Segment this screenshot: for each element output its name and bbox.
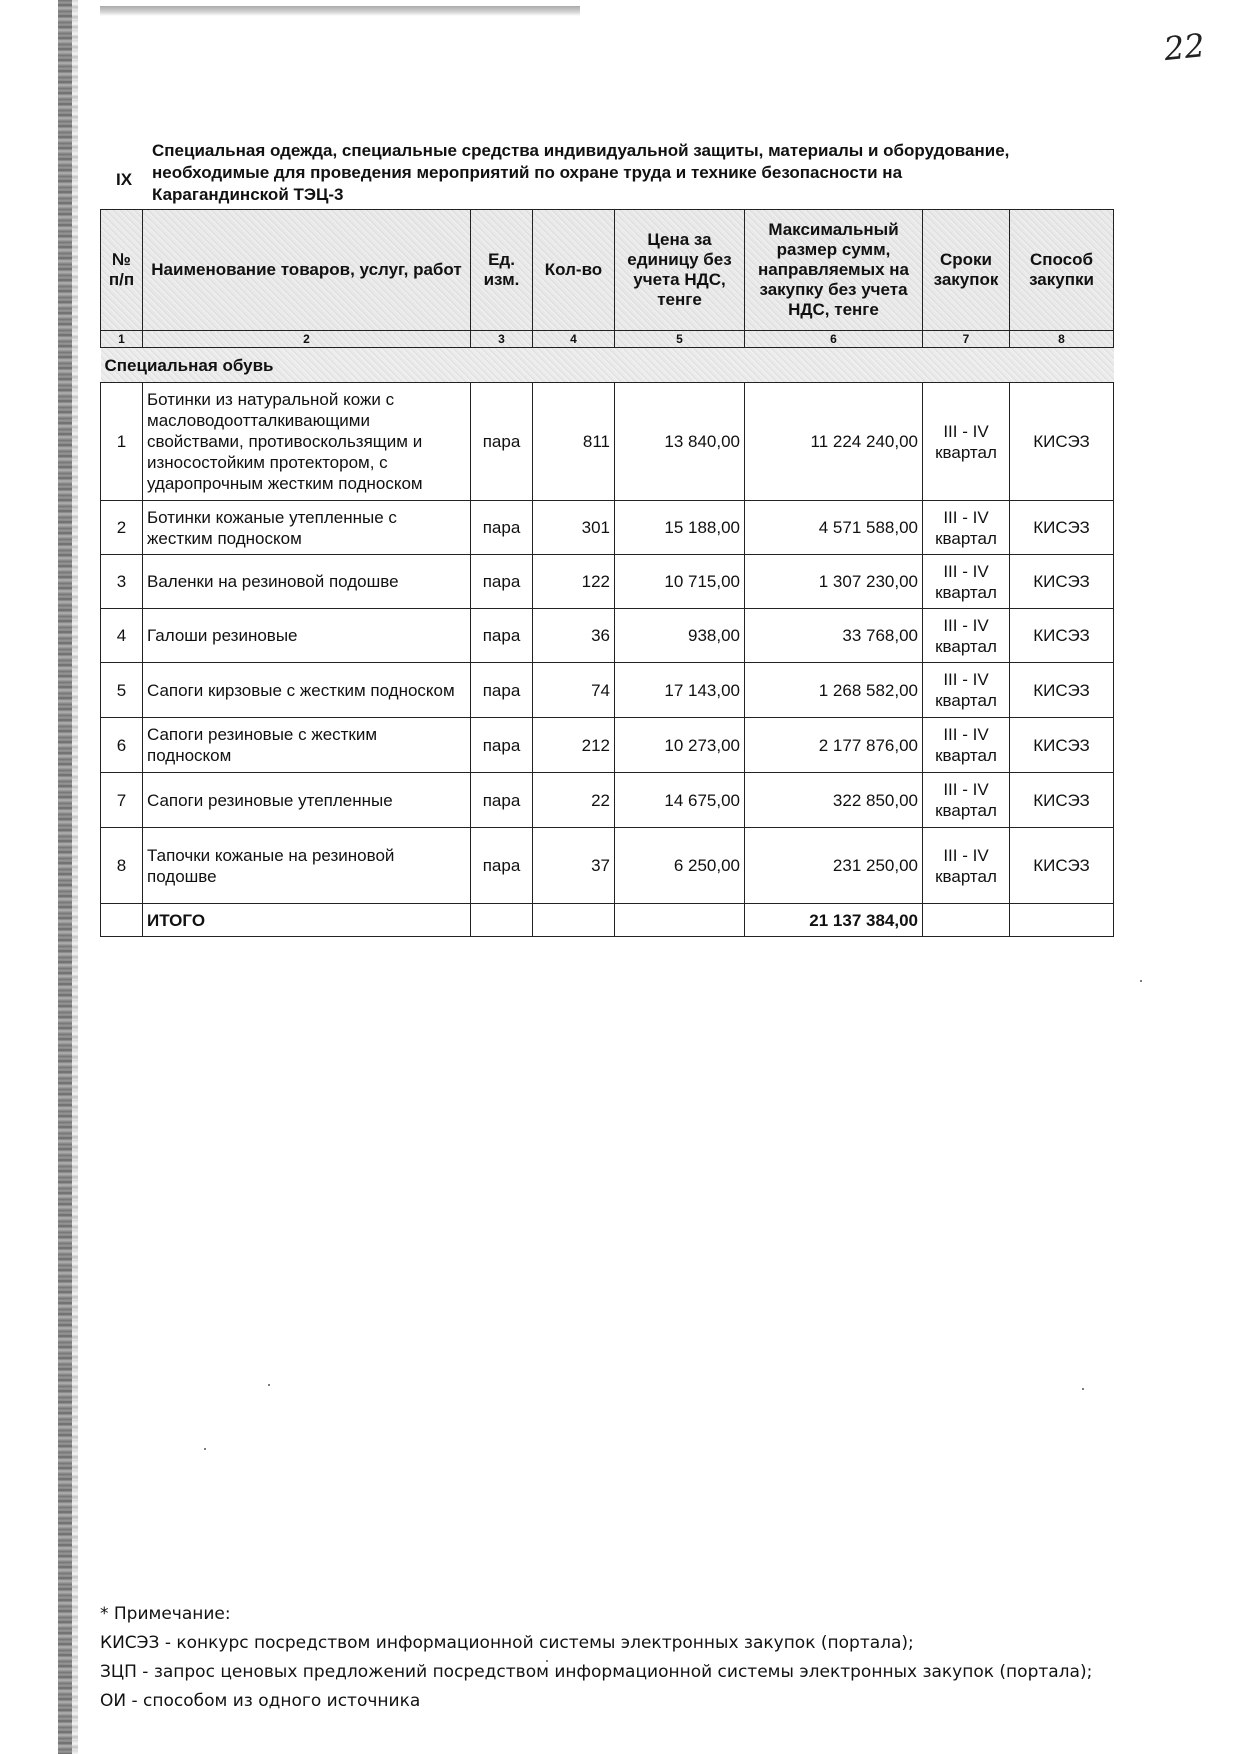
row-sum: 11 224 240,00 bbox=[745, 383, 923, 501]
scan-speck bbox=[1082, 1388, 1084, 1390]
row-price: 6 250,00 bbox=[615, 828, 745, 904]
row-quantity: 212 bbox=[533, 718, 615, 773]
scan-edge-highlight bbox=[72, 0, 78, 1754]
row-term: III - IV квартал bbox=[923, 773, 1010, 828]
row-method: КИСЭЗ bbox=[1010, 828, 1114, 904]
column-number: 4 bbox=[533, 331, 615, 348]
scan-edge-shadow bbox=[58, 0, 72, 1754]
page-number: 22 bbox=[1162, 25, 1207, 69]
row-quantity: 22 bbox=[533, 773, 615, 828]
column-number: 7 bbox=[923, 331, 1010, 348]
column-number: 1 bbox=[101, 331, 143, 348]
row-number: 2 bbox=[101, 501, 143, 555]
total-empty-cell bbox=[101, 904, 143, 937]
row-term: III - IV квартал bbox=[923, 718, 1010, 773]
table-row bbox=[101, 773, 1114, 828]
row-term: III - IV квартал bbox=[923, 383, 1010, 501]
header-price: Цена за единицу без учета НДС, тенге bbox=[615, 210, 745, 331]
row-name: Валенки на резиновой подошве bbox=[143, 555, 471, 609]
note-line: ОИ - способом из одного источника bbox=[100, 1691, 421, 1711]
row-number: 1 bbox=[101, 383, 143, 501]
notes-heading: * Примечание: bbox=[100, 1604, 231, 1624]
column-number: 3 bbox=[471, 331, 533, 348]
scan-speck bbox=[268, 1384, 270, 1386]
row-sum: 1 268 582,00 bbox=[745, 663, 923, 718]
row-name: Тапочки кожаные на резиновой подошве bbox=[143, 828, 471, 904]
total-empty-cell bbox=[615, 904, 745, 937]
row-unit: пара bbox=[471, 501, 533, 555]
total-empty-cell bbox=[923, 904, 1010, 937]
header-unit: Ед. изм. bbox=[471, 210, 533, 331]
row-unit: пара bbox=[471, 828, 533, 904]
row-quantity: 74 bbox=[533, 663, 615, 718]
header-number: № п/п bbox=[101, 210, 143, 331]
total-row bbox=[101, 904, 1114, 937]
row-quantity: 122 bbox=[533, 555, 615, 609]
row-method: КИСЭЗ bbox=[1010, 555, 1114, 609]
section-title: Специальная одежда, специальные средства индивидуальной защиты, материалы и оборудование, необходимые для проведения мероприятий по охране труда и технике безопасности на Карагандинской ТЭЦ-3 bbox=[152, 141, 1010, 204]
scan-speck bbox=[546, 1660, 548, 1662]
header-quantity: Кол-во bbox=[533, 210, 615, 331]
row-unit: пара bbox=[471, 663, 533, 718]
column-number: 2 bbox=[143, 331, 471, 348]
row-method: КИСЭЗ bbox=[1010, 663, 1114, 718]
section-code: IX bbox=[116, 170, 133, 189]
group-row bbox=[101, 348, 1114, 383]
total-label: ИТОГО bbox=[143, 904, 471, 937]
header-max-sum: Максимальный размер сумм, направляемых на закупку без учета НДС, тенге bbox=[745, 210, 923, 331]
row-method: КИСЭЗ bbox=[1010, 383, 1114, 501]
header-method: Способ закупки bbox=[1010, 210, 1114, 331]
row-unit: пара bbox=[471, 555, 533, 609]
table-row bbox=[101, 501, 1114, 555]
row-name: Ботинки кожаные утепленные с жестким подноском bbox=[143, 501, 471, 555]
column-number-row bbox=[101, 331, 1114, 348]
row-quantity: 811 bbox=[533, 383, 615, 501]
header-terms: Сроки закупок bbox=[923, 210, 1010, 331]
row-method: КИСЭЗ bbox=[1010, 609, 1114, 663]
table-row bbox=[101, 383, 1114, 501]
row-price: 17 143,00 bbox=[615, 663, 745, 718]
row-name: Галоши резиновые bbox=[143, 609, 471, 663]
row-sum: 322 850,00 bbox=[745, 773, 923, 828]
row-term: III - IV квартал bbox=[923, 501, 1010, 555]
row-price: 10 273,00 bbox=[615, 718, 745, 773]
table-row bbox=[101, 663, 1114, 718]
row-term: III - IV квартал bbox=[923, 828, 1010, 904]
row-sum: 4 571 588,00 bbox=[745, 501, 923, 555]
row-term: III - IV квартал bbox=[923, 555, 1010, 609]
row-sum: 1 307 230,00 bbox=[745, 555, 923, 609]
row-quantity: 301 bbox=[533, 501, 615, 555]
row-number: 4 bbox=[101, 609, 143, 663]
total-empty-cell bbox=[471, 904, 533, 937]
scan-speck bbox=[1140, 980, 1142, 982]
row-name: Сапоги кирзовые с жестким подноском bbox=[143, 663, 471, 718]
header-name: Наименование товаров, услуг, работ bbox=[143, 210, 471, 331]
row-quantity: 37 bbox=[533, 828, 615, 904]
row-method: КИСЭЗ bbox=[1010, 773, 1114, 828]
row-price: 938,00 bbox=[615, 609, 745, 663]
note-line: ЗЦП - запрос ценовых предложений посредством информационной системы электронных закупок (портала); bbox=[100, 1662, 1093, 1682]
scan-top-edge bbox=[100, 6, 580, 16]
total-empty-cell bbox=[1010, 904, 1114, 937]
row-sum: 2 177 876,00 bbox=[745, 718, 923, 773]
row-unit: пара bbox=[471, 718, 533, 773]
row-number: 7 bbox=[101, 773, 143, 828]
table-row bbox=[101, 555, 1114, 609]
table-header-row bbox=[101, 210, 1114, 331]
row-name: Ботинки из натуральной кожи с масловодоотталкивающими свойствами, противоскользящим и износостойким протектором, с ударопрочным жестким подноском bbox=[143, 383, 471, 501]
row-unit: пара bbox=[471, 773, 533, 828]
note-line: КИСЭЗ - конкурс посредством информационной системы электронных закупок (портала); bbox=[100, 1633, 914, 1653]
row-unit: пара bbox=[471, 609, 533, 663]
group-title: Специальная обувь bbox=[101, 348, 1114, 383]
row-price: 15 188,00 bbox=[615, 501, 745, 555]
notes-block bbox=[100, 1600, 1110, 1716]
table-row bbox=[101, 609, 1114, 663]
column-number: 6 bbox=[745, 331, 923, 348]
row-number: 3 bbox=[101, 555, 143, 609]
row-name: Сапоги резиновые с жестким подноском bbox=[143, 718, 471, 773]
scan-speck bbox=[204, 1448, 206, 1450]
row-unit: пара bbox=[471, 383, 533, 501]
column-number: 5 bbox=[615, 331, 745, 348]
row-number: 5 bbox=[101, 663, 143, 718]
row-name: Сапоги резиновые утепленные bbox=[143, 773, 471, 828]
table-row bbox=[101, 718, 1114, 773]
row-price: 10 715,00 bbox=[615, 555, 745, 609]
row-method: КИСЭЗ bbox=[1010, 501, 1114, 555]
column-number: 8 bbox=[1010, 331, 1114, 348]
row-quantity: 36 bbox=[533, 609, 615, 663]
row-price: 13 840,00 bbox=[615, 383, 745, 501]
total-sum: 21 137 384,00 bbox=[745, 904, 923, 937]
total-empty-cell bbox=[533, 904, 615, 937]
row-term: III - IV квартал bbox=[923, 609, 1010, 663]
table-row bbox=[101, 828, 1114, 904]
row-number: 6 bbox=[101, 718, 143, 773]
row-price: 14 675,00 bbox=[615, 773, 745, 828]
row-sum: 231 250,00 bbox=[745, 828, 923, 904]
row-method: КИСЭЗ bbox=[1010, 718, 1114, 773]
row-number: 8 bbox=[101, 828, 143, 904]
row-term: III - IV квартал bbox=[923, 663, 1010, 718]
row-sum: 33 768,00 bbox=[745, 609, 923, 663]
procurement-table bbox=[100, 209, 1114, 937]
